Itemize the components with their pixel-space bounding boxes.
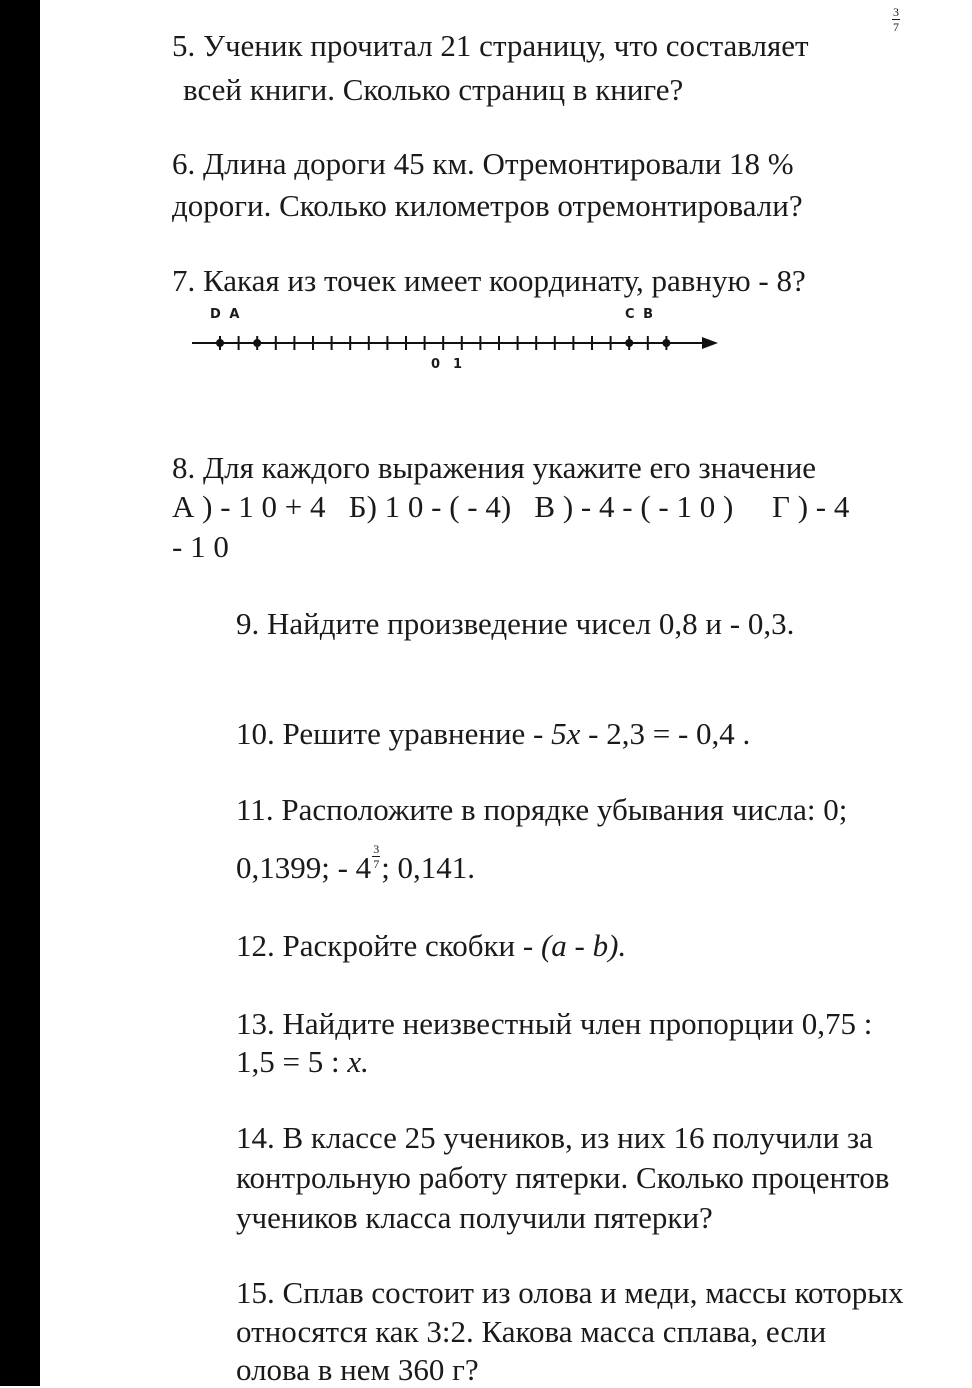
problem-15-line-3: олова в нем 360 г? xyxy=(236,1352,479,1387)
problem-11-line-2-prefix: 0,1399; - 4 xyxy=(236,850,372,885)
problem-8-line-1: 8. Для каждого выражения укажите его значение xyxy=(172,450,817,485)
problem-10-suffix: - 2,3 = - 0,4 . xyxy=(580,716,751,751)
number-line-point xyxy=(662,339,670,347)
problem-6-line-2: дороги. Сколько километров отремонтировали? xyxy=(172,188,803,223)
number-line-figure xyxy=(190,305,730,385)
number-line-point xyxy=(253,339,261,347)
fraction-numerator: 3 xyxy=(893,5,899,19)
fraction-numerator: 3 xyxy=(373,842,380,857)
number-line-svg xyxy=(190,323,730,383)
number-line-label-zero: 0 xyxy=(431,357,443,372)
problem-12-line-1 xyxy=(236,928,626,964)
problem-5-fraction xyxy=(892,6,900,33)
problem-5-line-2: всей книги. Сколько страниц в книге? xyxy=(183,72,684,107)
problem-14-line-3: учеников класса получили пятерки? xyxy=(236,1200,713,1235)
problem-14-line-2: контрольную работу пятерки. Сколько процентов xyxy=(236,1160,890,1195)
number-line-arrowhead xyxy=(702,337,718,349)
left-black-edge xyxy=(0,0,40,1386)
number-line-point xyxy=(216,339,224,347)
problem-14-line-1: 14. В классе 25 учеников, из них 16 получили за xyxy=(236,1120,873,1155)
fraction-denominator: 7 xyxy=(373,857,380,872)
problem-12-prefix: 12. Раскройте скобки - xyxy=(236,928,541,963)
problem-6-line-1: 6. Длина дороги 45 км. Отремонтировали 18 % xyxy=(172,146,794,181)
problem-12-expression: (a - b). xyxy=(540,928,627,963)
number-line-label-da: D A xyxy=(210,307,242,322)
problem-5-line-1 xyxy=(172,28,809,64)
number-line-label-cb: C B xyxy=(625,307,655,322)
problem-5-text: 5. Ученик прочитал 21 страницу, что составляет xyxy=(172,28,809,63)
problem-13-line-1: 13. Найдите неизвестный член пропорции 0,75 : xyxy=(236,1006,873,1041)
problem-10-expression: 5x xyxy=(551,716,581,751)
problem-8-line-2: А ) - 1 0 + 4 Б) 1 0 - ( - 4) В ) - 4 - ( - 1 0 ) Г ) - 4 xyxy=(172,489,850,524)
fraction-denominator: 7 xyxy=(893,20,899,34)
problem-7-line-1: 7. Какая из точек имеет координату, равную - 8? xyxy=(172,263,806,298)
problem-13-variable: x. xyxy=(347,1044,369,1079)
problem-9-line-1: 9. Найдите произведение чисел 0,8 и - 0,3. xyxy=(236,606,795,641)
problem-13-line-2 xyxy=(236,1044,369,1080)
problem-8-line-3: - 1 0 xyxy=(172,529,229,564)
problem-11-line-2 xyxy=(236,842,476,886)
problem-13-line-2-prefix: 1,5 = 5 : xyxy=(236,1044,348,1079)
number-line-point xyxy=(625,339,633,347)
problem-15-line-1: 15. Сплав состоит из олова и меди, массы которых xyxy=(236,1275,904,1310)
problem-11-fraction xyxy=(372,843,380,870)
number-line-label-one: 1 xyxy=(453,357,465,372)
problem-15-line-2: относятся как 3:2. Какова масса сплава, если xyxy=(236,1314,827,1349)
problem-10-prefix: 10. Решите уравнение - xyxy=(236,716,552,751)
problem-11-line-1: 11. Расположите в порядке убывания числа: 0; xyxy=(236,792,848,827)
problem-10-line-1 xyxy=(236,716,750,752)
problem-11-line-2-suffix: ; 0,141. xyxy=(381,850,476,885)
